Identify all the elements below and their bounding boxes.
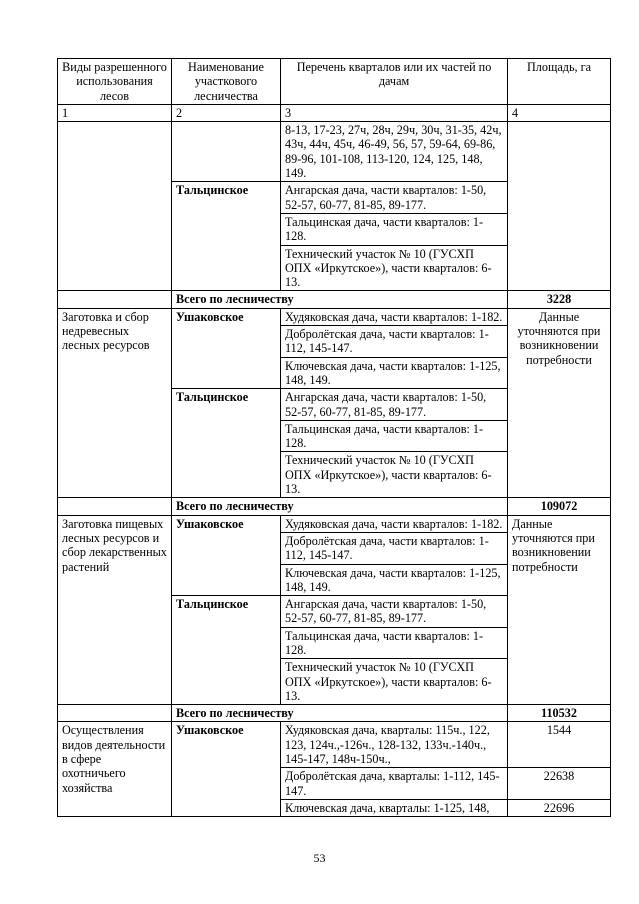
forestry-name: Ушаковское <box>172 722 281 817</box>
area-cell: Данные уточняются при возникновении потребности <box>508 515 611 705</box>
total-value: 3228 <box>508 291 611 308</box>
activity-cell: Заготовка и сбор недревесных лесных ресурсов <box>58 308 172 498</box>
table-row <box>58 722 611 768</box>
header-cell: Площадь, га <box>508 59 611 105</box>
table-header-row <box>58 59 611 105</box>
header-cell: Перечень кварталов или их частей по дачам <box>281 59 508 105</box>
activity-cell: Осуществления видов деятельности в сфере охотничьего хозяйства <box>58 722 172 817</box>
quarters-cell: Технический участок № 10 (ГУСХП ОПХ «Иркутское»), части кварталов: 6-13. <box>281 245 508 291</box>
quarters-cell: Технический участок № 10 (ГУСХП ОПХ «Иркутское»), части кварталов: 6-13. <box>281 452 508 498</box>
quarters-cell: Ключевская дача, части кварталов: 1-125, 148, 149. <box>281 357 508 389</box>
area-cell: Данные уточняются при возникновении потребности <box>508 308 611 498</box>
table-row <box>58 122 611 182</box>
total-label: Всего по лесничеству <box>172 498 508 515</box>
quarters-cell: Ключевская дача, кварталы: 1-125, 148, <box>281 799 508 816</box>
header-cell: Виды разрешенного использования лесов <box>58 59 172 105</box>
area-cell: 1544 <box>508 722 611 768</box>
total-row <box>58 705 611 722</box>
quarters-cell: Тальцинская дача, части кварталов: 1-128. <box>281 420 508 452</box>
quarters-cell: Худяковская дача, части кварталов: 1-182. <box>281 308 508 325</box>
empty-cell <box>58 498 172 515</box>
quarters-cell: Технический участок № 10 (ГУСХП ОПХ «Иркутское»), части кварталов: 6-13. <box>281 659 508 705</box>
forestry-name: Ушаковское <box>172 308 281 388</box>
empty-cell <box>58 705 172 722</box>
quarters-cell: Добролётская дача, части кварталов: 1-112, 145-147. <box>281 326 508 358</box>
forest-use-table <box>57 58 611 817</box>
activity-cell <box>58 122 172 291</box>
header-cell: Наименование участкового лесничества <box>172 59 281 105</box>
quarters-cell: Ангарская дача, части кварталов: 1-50, 52-57, 60-77, 81-85, 89-177. <box>281 389 508 421</box>
total-value: 110532 <box>508 705 611 722</box>
quarters-cell: Тальцинская дача, части кварталов: 1-128. <box>281 627 508 659</box>
activity-cell: Заготовка пищевых лесных ресурсов и сбор лекарственных растений <box>58 515 172 705</box>
area-cell: 22638 <box>508 768 611 800</box>
column-number: 2 <box>172 104 281 121</box>
quarters-cell: Ключевская дача, части кварталов: 1-125, 148, 149. <box>281 564 508 596</box>
quarters-cell: Ангарская дача, части кварталов: 1-50, 52-57, 60-77, 81-85, 89-177. <box>281 596 508 628</box>
quarters-cell: Худяковская дача, части кварталов: 1-182. <box>281 515 508 532</box>
total-label: Всего по лесничеству <box>172 291 508 308</box>
empty-cell <box>58 291 172 308</box>
column-number: 1 <box>58 104 172 121</box>
quarters-cell: 8-13, 17-23, 27ч, 28ч, 29ч, 30ч, 31-35, 42ч, 43ч, 44ч, 45ч, 46-49, 56, 57, 59-64, 69-86, 89-96, 101-108, 113-120, 124, 125, 148, 149. <box>281 122 508 182</box>
forestry-name <box>172 122 281 182</box>
table-row <box>58 515 611 532</box>
quarters-cell: Добролётская дача, части кварталов: 1-112, 145-147. <box>281 532 508 564</box>
total-row <box>58 498 611 515</box>
table-row <box>58 308 611 325</box>
quarters-cell: Тальцинская дача, части кварталов: 1-128. <box>281 213 508 245</box>
forestry-name: Ушаковское <box>172 515 281 595</box>
quarters-cell: Ангарская дача, части кварталов: 1-50, 52-57, 60-77, 81-85, 89-177. <box>281 182 508 214</box>
area-cell <box>508 122 611 291</box>
total-row <box>58 291 611 308</box>
page-number: 53 <box>313 851 326 865</box>
column-number: 4 <box>508 104 611 121</box>
total-value: 109072 <box>508 498 611 515</box>
area-cell: 22696 <box>508 799 611 816</box>
total-label: Всего по лесничеству <box>172 705 508 722</box>
column-number-row <box>58 104 611 121</box>
column-number: 3 <box>281 104 508 121</box>
quarters-cell: Худяковская дача, кварталы: 115ч., 122, 123, 124ч.,-126ч., 128-132, 133ч.-140ч., 145-147, 148ч-150ч., <box>281 722 508 768</box>
forestry-name: Тальцинское <box>172 182 281 291</box>
forestry-name: Тальцинское <box>172 596 281 705</box>
forestry-name: Тальцинское <box>172 389 281 498</box>
quarters-cell: Добролётская дача, кварталы: 1-112, 145-147. <box>281 768 508 800</box>
